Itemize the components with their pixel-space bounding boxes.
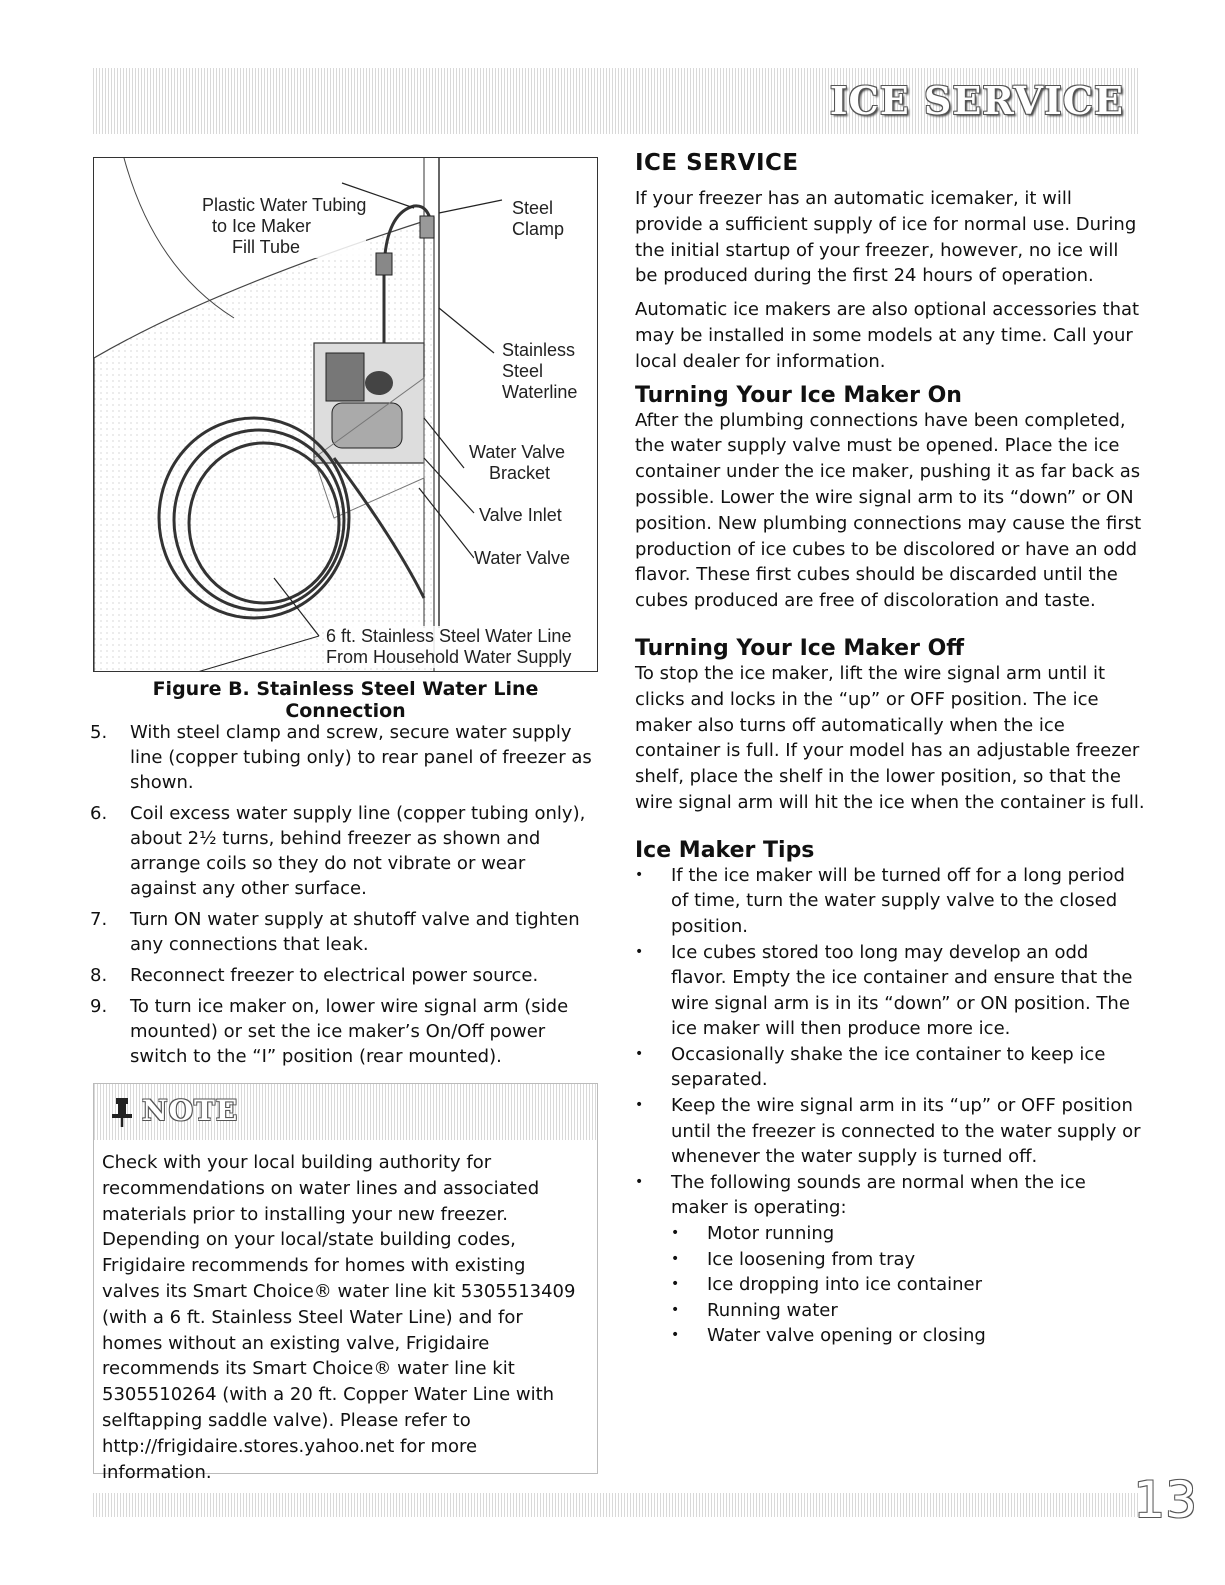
- list-item: 9. To turn ice maker on, lower wire signal arm (side mounted) or set the ice maker’s On/Off power switch to the “I” position (rear mounted).: [90, 996, 569, 1067]
- ice-service-paragraph-2: Automatic ice makers are also optional accessories that may be installed in some models at any time. Call your local dealer for information.: [635, 299, 1140, 372]
- list-item: • Water valve opening or closing: [671, 1323, 1145, 1349]
- header-bar: [93, 68, 1138, 134]
- label-supply-line: 6 ft. Stainless Steel Water Line From Household Water Supply: [326, 626, 572, 667]
- ice-maker-tips-heading: Ice Maker Tips: [635, 837, 815, 863]
- list-item: [635, 1170, 1145, 1349]
- turning-off-heading: Turning Your Ice Maker Off: [635, 635, 965, 661]
- list-item: • Ice dropping into ice container: [671, 1272, 1145, 1298]
- note-title: NOTE: [142, 1094, 239, 1127]
- sounds-list: [671, 1221, 1145, 1349]
- list-item: • Ice loosening from tray: [671, 1247, 1145, 1273]
- footer-bar: [93, 1493, 1138, 1517]
- ice-service-paragraph-1: If your freezer has an automatic icemaker, it will provide a sufficient supply of ice for normal use. During the initial startup of your freezer, however, no ice will be produced during the first 24 hours of operation.: [635, 188, 1137, 287]
- note-text: Check with your local building authority for recommendations on water lines and associated materials prior to installing your new freezer. Depending on your local/state building codes, Frigidaire recommends for homes with existing valves its Smart Choice® water line kit 5305513409 (with a 6 ft. Stainless Steel Water Line) and for homes without an existing valve, Frigidaire recommends its Smart Choice® water line kit 5305510264 (with a 20 ft. Copper Water Line with selftapping saddle valve). Please refer to http://frigidaire.stores.yahoo.net for more information.: [102, 1152, 576, 1483]
- list-item: • Occasionally shake the ice container to keep ice separated.: [635, 1042, 1145, 1093]
- list-item: 5. With steel clamp and screw, secure water supply line (copper tubing only) to rear panel of freezer as shown.: [90, 722, 592, 793]
- list-item: • Motor running: [671, 1221, 1145, 1247]
- list-item: 8. Reconnect freezer to electrical power source.: [90, 965, 539, 986]
- label-steel-clamp: Steel Clamp: [512, 198, 565, 239]
- installation-steps: [90, 720, 595, 1075]
- page-number: 13: [1133, 1471, 1197, 1529]
- figure-diagram: [93, 157, 598, 672]
- page-title: ICE SERVICE: [829, 78, 1124, 123]
- pushpin-icon: [110, 1096, 134, 1128]
- label-plastic-water-tubing: Plastic Water Tubing to Ice Maker Fill Tube: [202, 195, 367, 257]
- list-item: 7. Turn ON water supply at shutoff valve and tighten any connections that leak.: [90, 909, 580, 955]
- tips-list: [635, 863, 1145, 1349]
- figure-caption: Figure B. Stainless Steel Water Line Connection: [152, 678, 539, 722]
- label-water-valve-bracket: Water Valve Bracket: [469, 442, 566, 483]
- list-item: 6. Coil excess water supply line (copper tubing only), about 2½ turns, behind freezer as shown and arrange coils so they do not vibrate or wear against any other surface.: [90, 803, 586, 899]
- list-item: • Keep the wire signal arm in its “up” or OFF position until the freezer is connected to the water supply or whenever the water supply is turned off.: [635, 1093, 1145, 1170]
- ice-service-heading: ICE SERVICE: [635, 150, 799, 176]
- label-stainless-steel-waterline: Stainless Steel Waterline: [502, 340, 578, 402]
- turning-off-text: To stop the ice maker, lift the wire signal arm until it clicks and locks in the “up” or OFF position. The ice maker also turns off automatically when the ice container is full. If your model has an adjustable freezer shelf, place the shelf in the lower position, so that the wire signal arm will hit the ice when the container is full.: [635, 662, 1145, 813]
- sounds-intro: The following sounds are normal when the ice maker is operating:: [671, 1171, 1086, 1219]
- list-item: • Running water: [671, 1298, 1145, 1324]
- list-item: • Ice cubes stored too long may develop an odd flavor. Empty the ice container and ensure that the wire signal arm is in its “down” or ON position. The ice maker will then produce more ice.: [635, 940, 1145, 1042]
- right-column: [635, 150, 1145, 1349]
- label-valve-inlet: Valve Inlet: [479, 505, 562, 525]
- list-item: • If the ice maker will be turned off for a long period of time, turn the water supply valve to the closed position.: [635, 863, 1145, 940]
- label-water-valve: Water Valve: [474, 548, 571, 568]
- note-box: [93, 1083, 598, 1483]
- turning-on-heading: Turning Your Ice Maker On: [635, 382, 962, 408]
- turning-on-text: After the plumbing connections have been completed, the water supply valve must be opened. Place the ice container under the ice maker, pushing it as far back as possible. Lower the wire signal arm to its “down” or ON position. New plumbing connections may cause the first production of ice cubes to be discolored or have an odd flavor. These first cubes should be discarded until the cubes produced are free of discoloration and taste.: [635, 409, 1142, 612]
- note-header: [94, 1084, 597, 1140]
